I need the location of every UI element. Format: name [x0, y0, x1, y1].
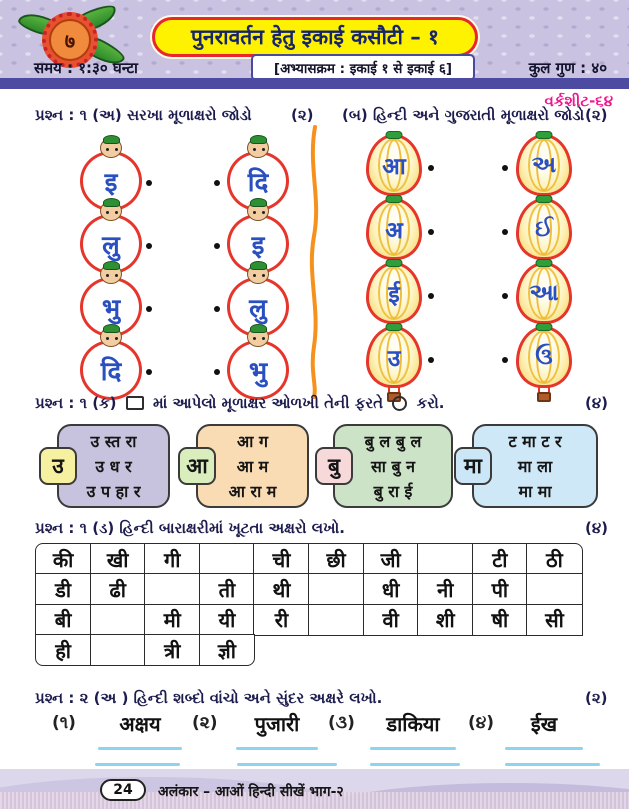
table-cell: टी	[472, 543, 528, 575]
question-1k-marks: (૪)	[585, 394, 609, 412]
letter-box-u	[52, 424, 170, 508]
word-row: मा मा	[518, 481, 552, 501]
table-cell: पी	[472, 573, 528, 605]
table-cell-blank[interactable]	[144, 573, 200, 605]
table-cell: ठी	[526, 543, 582, 575]
orange-circle	[80, 340, 142, 400]
word-row: उ प हा र	[86, 481, 141, 501]
table-cell: ज्ञी	[199, 634, 255, 666]
balloon	[516, 326, 572, 402]
boy-face-icon	[100, 201, 122, 221]
balloon-envelope	[366, 134, 422, 196]
question-1k-text-before: પ્રશ્ન : ૧ (ક)	[35, 394, 117, 412]
balloon-basket-icon	[537, 392, 551, 402]
hindi-letter: अ	[385, 218, 403, 244]
table-cell: षी	[472, 604, 528, 636]
word-row: ट मा ट र	[508, 431, 562, 451]
boy-face-icon	[247, 327, 269, 347]
balloon-top-icon	[536, 259, 553, 267]
match-dot[interactable]	[146, 180, 152, 186]
book-title: अलंकार – आओं हिन्दी सीखें भाग-२	[158, 784, 344, 800]
table-cell: थी	[253, 573, 309, 605]
writing-line[interactable]	[95, 763, 180, 766]
balloon-envelope	[516, 198, 572, 260]
word-row: उ ध र	[95, 456, 132, 476]
match-dot[interactable]	[502, 357, 508, 363]
cap-icon	[103, 198, 120, 207]
letter-box-aa	[186, 424, 309, 508]
hindi-letter: दि	[100, 357, 122, 387]
hindi-letter: ई	[388, 282, 400, 308]
page-number-badge: 24	[100, 779, 146, 801]
match-dot[interactable]	[502, 293, 508, 299]
balloon-top-icon	[386, 259, 403, 267]
time-label: समय : १:३० घन्टा	[34, 59, 138, 77]
question-2a-marks: (૨)	[585, 689, 608, 707]
table-cell: ढी	[90, 573, 146, 605]
table-cell: मी	[144, 604, 200, 636]
gujarati-letter: આ	[529, 280, 559, 306]
letter-tab: बु	[315, 447, 353, 485]
syllabus-label: [अभ्यासक्रम : इकाई १ से इकाई ६]	[251, 54, 475, 81]
question-1a-marks: (૨)	[291, 106, 314, 124]
gujarati-letter: અ	[531, 152, 557, 178]
question-1b-marks: (૨)	[585, 106, 608, 124]
question-1d-text: પ્રશ્ન : ૧ (ડ) હિન્દી બારાક્ષરીમાં ખૂટતા અક્ષરો લખો.	[35, 519, 345, 537]
match-dot[interactable]	[428, 293, 434, 299]
word-row: आ म	[236, 456, 269, 476]
balloon-top-icon	[386, 131, 403, 139]
hindi-word: ईख	[530, 712, 558, 736]
word-row: आ ग	[237, 431, 268, 451]
gujarati-letter: ઉ	[535, 344, 553, 370]
hindi-letter: दि	[247, 168, 269, 198]
table-cell: ती	[199, 573, 255, 605]
hindi-word: डाकिया	[386, 712, 440, 736]
empty-circle-icon	[392, 396, 407, 411]
match-dot[interactable]	[502, 165, 508, 171]
table-cell: सी	[526, 604, 582, 636]
balloon-top-icon	[536, 131, 553, 139]
writing-line[interactable]	[370, 747, 456, 750]
question-1d-marks: (૪)	[585, 519, 609, 537]
table-cell: ही	[35, 634, 91, 666]
item-number: (૩)	[328, 713, 355, 733]
word-row: बु रा ई	[373, 481, 413, 501]
balloon-top-icon	[386, 323, 403, 331]
table-cell-blank[interactable]	[308, 573, 364, 605]
hindi-word: पुजारी	[254, 712, 300, 736]
letter-tab: मा	[454, 447, 492, 485]
question-2a-text: પ્રશ્ન : ૨ (અ ) હિન્દી શબ્દો વાંચો અને સુંદર અક્ષરે લખો.	[35, 689, 383, 707]
word-row: उ स्त रा	[90, 431, 137, 451]
match-dot[interactable]	[146, 243, 152, 249]
question-1a-text: પ્રશ્ન : ૧ (અ) સરખા મૂળાક્ષરો જોડો	[35, 106, 252, 124]
word-row: मा ला	[517, 456, 553, 476]
match-dot[interactable]	[428, 165, 434, 171]
table-cell-blank[interactable]	[199, 543, 255, 575]
section-divider-wave	[304, 124, 324, 400]
balloon-envelope	[366, 326, 422, 388]
header-divider-bar	[0, 78, 629, 89]
cap-icon	[250, 261, 267, 270]
table-row	[35, 543, 583, 575]
table-cell: खी	[90, 543, 146, 575]
hindi-letter: इ	[104, 168, 118, 198]
writing-line[interactable]	[237, 763, 337, 766]
word-row: बु ल बु ल	[364, 431, 422, 451]
table-cell: बी	[35, 604, 91, 636]
match-dot[interactable]	[146, 306, 152, 312]
table-cell-blank[interactable]	[308, 604, 364, 636]
hindi-letter: उ	[387, 346, 401, 372]
worksheet-number-label: વર્કશીટ-૬૪	[544, 92, 613, 110]
match-dot[interactable]	[428, 357, 434, 363]
table-cell: डी	[35, 573, 91, 605]
table-row	[35, 575, 583, 605]
boy-face-icon	[100, 327, 122, 347]
barakhadi-table	[35, 543, 583, 666]
table-cell: ची	[253, 543, 309, 575]
item-number: (૧)	[52, 713, 76, 733]
word-row: सा बु न	[370, 456, 416, 476]
table-cell: वी	[363, 604, 419, 636]
table-cell: की	[35, 543, 91, 575]
orange-circle	[227, 340, 289, 400]
boy-face-icon	[100, 138, 122, 158]
writing-line[interactable]	[505, 747, 583, 750]
cap-icon	[103, 135, 120, 144]
question-1k-text-after: કરો.	[416, 394, 445, 412]
table-cell: छी	[308, 543, 364, 575]
writing-line[interactable]	[98, 747, 182, 750]
total-marks-label: कुल गुण : ४०	[528, 59, 607, 77]
hindi-letter: भु	[101, 294, 121, 324]
boy-face-icon	[247, 138, 269, 158]
table-cell: री	[253, 604, 309, 636]
match-dot[interactable]	[214, 243, 220, 249]
boy-face-icon	[100, 264, 122, 284]
question-1k-text-mid: માં આપેલો મૂળાક્ષર ઓળખી તેની ફરતે	[153, 394, 384, 412]
hindi-letter: इ	[251, 231, 265, 261]
hindi-word: अक्षय	[119, 712, 161, 736]
boy-face-icon	[247, 201, 269, 221]
match-dot[interactable]	[214, 306, 220, 312]
cap-icon	[250, 324, 267, 333]
balloon-top-icon	[536, 323, 553, 331]
balloon-envelope	[516, 134, 572, 196]
match-dot[interactable]	[214, 180, 220, 186]
balloon-envelope	[516, 326, 572, 388]
word-row: आ रा म	[228, 481, 277, 501]
letter-box-ma	[464, 424, 598, 508]
table-cell: गी	[144, 543, 200, 575]
cap-icon	[103, 261, 120, 270]
table-cell-blank[interactable]	[90, 634, 146, 666]
letter-tab: उ	[39, 447, 77, 485]
cap-icon	[250, 198, 267, 207]
letter-box-bu	[328, 424, 453, 508]
question-1k-text	[35, 394, 444, 412]
balloon-envelope	[366, 198, 422, 260]
gujarati-letter: ઈ	[535, 216, 553, 242]
table-cell: त्री	[144, 634, 200, 666]
balloon-envelope	[516, 262, 572, 324]
cap-icon	[250, 135, 267, 144]
table-cell-blank[interactable]	[417, 543, 473, 575]
hindi-letter: आ	[382, 154, 406, 180]
page-header	[0, 0, 629, 78]
letter-tab: आ	[178, 447, 216, 485]
table-cell: नी	[417, 573, 473, 605]
writing-line[interactable]	[370, 763, 460, 766]
writing-line[interactable]	[505, 763, 600, 766]
match-dot[interactable]	[428, 229, 434, 235]
item-number: (૪)	[468, 713, 495, 733]
balloon-top-icon	[536, 195, 553, 203]
cap-icon	[103, 324, 120, 333]
page-footer	[0, 769, 629, 809]
boy-face-icon	[247, 264, 269, 284]
table-cell: धी	[363, 573, 419, 605]
table-cell: जी	[363, 543, 419, 575]
match-dot[interactable]	[502, 229, 508, 235]
table-cell: यी	[199, 604, 255, 636]
unit-number: ७	[49, 19, 91, 61]
table-cell: शी	[417, 604, 473, 636]
balloon-top-icon	[386, 195, 403, 203]
writing-line[interactable]	[236, 747, 318, 750]
balloon-envelope	[366, 262, 422, 324]
balloon	[366, 326, 422, 402]
hindi-letter: लु	[249, 294, 267, 324]
table-row	[35, 605, 583, 635]
match-dot[interactable]	[214, 369, 220, 375]
hindi-letter: भु	[248, 357, 268, 387]
orange-character	[227, 327, 289, 400]
table-row	[35, 636, 583, 666]
table-cell-blank[interactable]	[526, 573, 582, 605]
hindi-letter: लु	[102, 231, 120, 261]
question-1b-text: (બ) હિન્દી અને ગુજરાતી મૂળાક્ષરો જોડો	[342, 106, 585, 124]
match-dot[interactable]	[146, 369, 152, 375]
item-number: (૨)	[192, 713, 218, 733]
orange-character	[80, 327, 142, 400]
table-cell-blank[interactable]	[90, 604, 146, 636]
page-title: पुनरावर्तन हेतु इकाई कसौटी – १	[152, 17, 478, 57]
empty-square-icon	[126, 396, 144, 410]
